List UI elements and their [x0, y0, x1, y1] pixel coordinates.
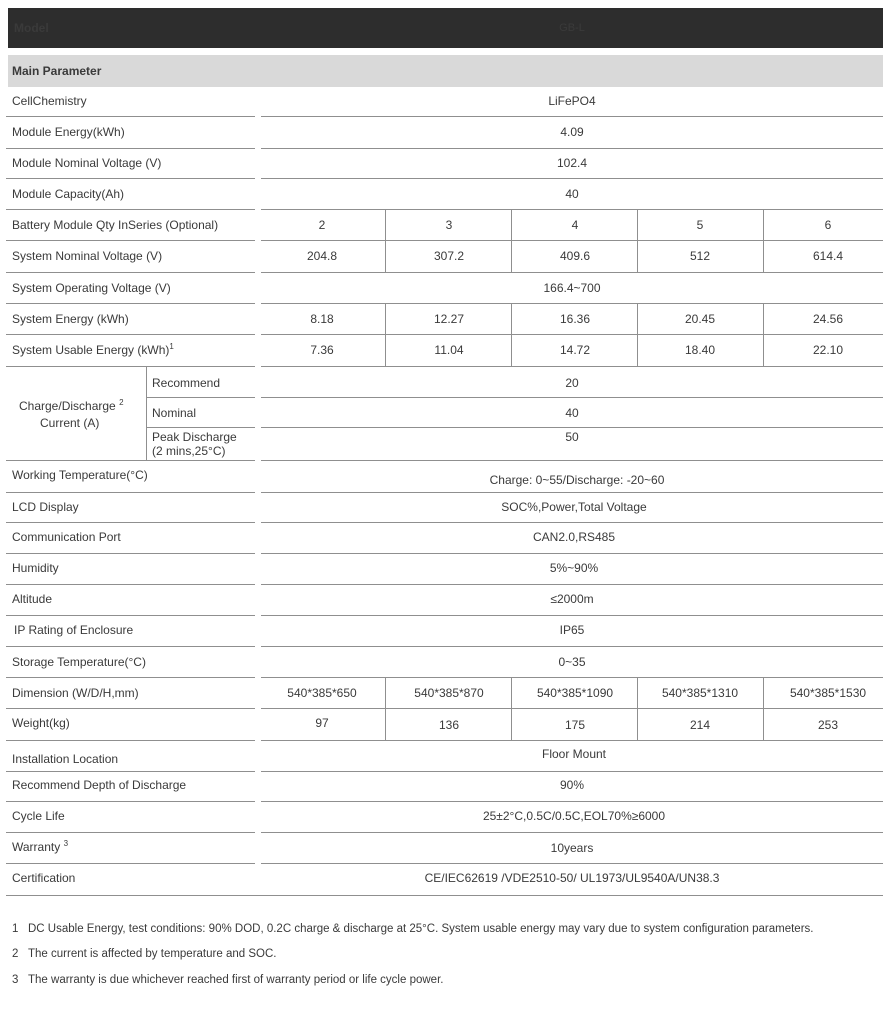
row-divider	[6, 832, 255, 833]
row-divider	[261, 303, 883, 304]
row-divider	[6, 615, 255, 616]
row-divider	[6, 178, 255, 179]
row-divider	[6, 553, 255, 554]
usable-energy-col2: 11.04	[434, 343, 464, 357]
usable-energy-col4: 18.40	[684, 343, 716, 357]
row-divider	[6, 460, 255, 461]
system-voltage-col3: 409.6	[559, 249, 591, 263]
row-divider	[6, 240, 255, 241]
installation-value: Floor Mount	[541, 747, 607, 761]
row-divider	[261, 178, 883, 179]
row-divider	[6, 646, 255, 647]
current-label-line2: Current (A)	[40, 416, 100, 430]
row-divider	[6, 584, 255, 585]
qty-series-col1: 2	[318, 218, 326, 232]
module-energy-value: 4.09	[560, 125, 584, 139]
row-divider	[261, 740, 883, 741]
row-divider	[261, 460, 883, 461]
row-divider	[6, 522, 255, 523]
qty-series-col5: 6	[824, 218, 832, 232]
row-divider	[261, 272, 883, 273]
qty-series-col4: 5	[696, 218, 704, 232]
current-recommend-label: Recommend	[152, 376, 221, 390]
footnote-1: 1 DC Usable Energy, test conditions: 90% DOD, 0.2C charge & discharge at 25°C. System usable energy may vary due to system configuration parameters.	[12, 923, 814, 935]
comm-label: Communication Port	[12, 530, 121, 544]
col-divider	[637, 209, 638, 272]
row-divider	[6, 272, 255, 273]
dimension-col3: 540*385*1090	[536, 686, 614, 700]
main-parameter-bar	[8, 55, 883, 87]
module-voltage-value: 102.4	[556, 156, 588, 170]
dod-value: 90%	[559, 778, 585, 792]
lcd-label: LCD Display	[12, 500, 79, 514]
system-voltage-col1: 204.8	[306, 249, 338, 263]
model-name: GB-L	[559, 22, 585, 34]
col-divider	[763, 209, 764, 272]
model-header-bar	[8, 8, 883, 48]
row-divider	[6, 148, 255, 149]
weight-col4: 214	[689, 718, 711, 732]
main-parameter-title: Main Parameter	[12, 64, 102, 78]
weight-col2: 136	[438, 718, 460, 732]
row-divider	[261, 397, 883, 398]
row-divider	[6, 209, 255, 210]
ip-rating-value: IP65	[559, 623, 585, 637]
row-divider	[6, 492, 255, 493]
current-block-divider	[146, 367, 147, 460]
dod-label: Recommend Depth of Discharge	[12, 778, 187, 792]
storage-temp-label: Storage Temperature(°C)	[12, 655, 146, 669]
table-bottom-rule	[6, 895, 883, 896]
system-voltage-label: System Nominal Voltage (V)	[12, 249, 163, 263]
row-divider	[6, 334, 255, 335]
cycle-life-value: 25±2°C,0.5C/0.5C,EOL70%≥6000	[482, 809, 666, 823]
row-divider	[261, 492, 883, 493]
usable-energy-col5: 22.10	[812, 343, 844, 357]
system-energy-col2: 12.27	[433, 312, 465, 326]
row-divider	[6, 116, 255, 117]
system-energy-label: System Energy (kWh)	[12, 312, 129, 326]
row-divider	[146, 427, 255, 428]
system-energy-col1: 8.18	[310, 312, 334, 326]
cell-chemistry-label: CellChemistry	[12, 94, 87, 108]
row-divider	[261, 646, 883, 647]
row-divider	[261, 116, 883, 117]
row-divider	[261, 553, 883, 554]
qty-series-col2: 3	[445, 218, 453, 232]
weight-col1: 97	[315, 716, 329, 730]
weight-label: Weight(kg)	[12, 716, 70, 730]
col-divider	[511, 303, 512, 366]
system-energy-col4: 20.45	[684, 312, 716, 326]
current-nominal-value: 40	[565, 406, 579, 420]
row-divider	[6, 801, 255, 802]
row-divider	[261, 522, 883, 523]
row-divider	[6, 366, 255, 367]
row-divider	[6, 863, 255, 864]
row-divider	[261, 584, 883, 585]
row-divider	[261, 615, 883, 616]
module-capacity-label: Module Capacity(Ah)	[12, 187, 125, 201]
installation-label: Installation Location	[12, 752, 119, 766]
col-divider	[637, 677, 638, 740]
row-divider	[261, 708, 883, 709]
col-divider	[385, 677, 386, 740]
working-temp-value: Charge: 0~55/Discharge: -20~60	[489, 473, 665, 487]
row-divider	[261, 148, 883, 149]
usable-energy-col1: 7.36	[310, 343, 334, 357]
system-voltage-col4: 512	[689, 249, 711, 263]
col-divider	[511, 677, 512, 740]
row-divider	[261, 677, 883, 678]
footnote-3: 3 The warranty is due whichever reached first of warranty period or life cycle power.	[12, 974, 444, 986]
system-energy-col5: 24.56	[812, 312, 844, 326]
current-peak-label-line1: Peak Discharge	[152, 430, 237, 444]
row-divider	[261, 240, 883, 241]
module-capacity-value: 40	[565, 187, 579, 201]
col-divider	[385, 209, 386, 272]
humidity-value: 5%~90%	[549, 561, 599, 575]
row-divider	[261, 366, 883, 367]
current-nominal-label: Nominal	[152, 406, 197, 420]
altitude-label: Altitude	[12, 592, 53, 606]
certification-label: Certification	[12, 871, 76, 885]
usable-energy-col3: 14.72	[559, 343, 591, 357]
row-divider	[261, 209, 883, 210]
row-divider	[6, 740, 255, 741]
col-divider	[763, 677, 764, 740]
current-peak-value: 50	[565, 430, 579, 444]
system-energy-col3: 16.36	[559, 312, 591, 326]
module-voltage-label: Module Nominal Voltage (V)	[12, 156, 162, 170]
lcd-value: SOC%,Power,Total Voltage	[501, 500, 647, 514]
cycle-life-label: Cycle Life	[12, 809, 65, 823]
certification-value: CE/IEC62619 /VDE2510-50/ UL1973/UL9540A/UN38.3	[424, 871, 720, 885]
col-divider	[637, 303, 638, 366]
working-temp-label: Working Temperature(°C)	[12, 468, 148, 482]
qty-series-col3: 4	[571, 218, 579, 232]
qty-series-label: Battery Module Qty InSeries (Optional)	[12, 218, 219, 232]
dimension-label: Dimension (W/D/H,mm)	[12, 686, 139, 700]
weight-col3: 175	[564, 718, 586, 732]
system-voltage-col5: 614.4	[812, 249, 844, 263]
usable-energy-label: System Usable Energy (kWh)$^1$	[12, 342, 174, 357]
row-divider	[261, 427, 883, 428]
col-divider	[763, 303, 764, 366]
current-recommend-value: 20	[565, 376, 579, 390]
col-divider	[385, 303, 386, 366]
row-divider	[261, 832, 883, 833]
row-divider	[261, 863, 883, 864]
comm-value: CAN2.0,RS485	[532, 530, 616, 544]
dimension-col1: 540*385*650	[287, 686, 357, 700]
current-peak-label-line2: (2 mins,25°C)	[152, 444, 226, 458]
warranty-value: 10years	[550, 841, 594, 855]
humidity-label: Humidity	[12, 561, 59, 575]
row-divider	[261, 771, 883, 772]
altitude-value: ≤2000m	[550, 592, 594, 606]
row-divider	[6, 771, 255, 772]
dimension-col5: 540*385*1530	[789, 686, 867, 700]
row-divider	[261, 334, 883, 335]
row-divider	[261, 801, 883, 802]
row-divider	[6, 708, 255, 709]
col-divider	[511, 209, 512, 272]
model-header-label: Model	[14, 21, 49, 35]
weight-col5: 253	[817, 718, 839, 732]
storage-temp-value: 0~35	[558, 655, 586, 669]
footnote-2: 2 The current is affected by temperature and SOC.	[12, 948, 277, 960]
ip-rating-label: IP Rating of Enclosure	[14, 623, 134, 637]
row-divider	[6, 303, 255, 304]
row-divider	[146, 397, 255, 398]
cell-chemistry-value: LiFePO4	[548, 94, 596, 108]
warranty-label: Warranty $^3$	[12, 839, 69, 854]
module-energy-label: Module Energy(kWh)	[12, 125, 125, 139]
system-voltage-col2: 307.2	[433, 249, 465, 263]
current-label-line1: Charge/Discharge $^2$	[19, 398, 124, 413]
operating-voltage-value: 166.4~700	[543, 281, 601, 295]
operating-voltage-label: System Operating Voltage (V)	[12, 281, 171, 295]
dimension-col4: 540*385*1310	[661, 686, 739, 700]
dimension-col2: 540*385*870	[414, 686, 484, 700]
row-divider	[6, 677, 255, 678]
